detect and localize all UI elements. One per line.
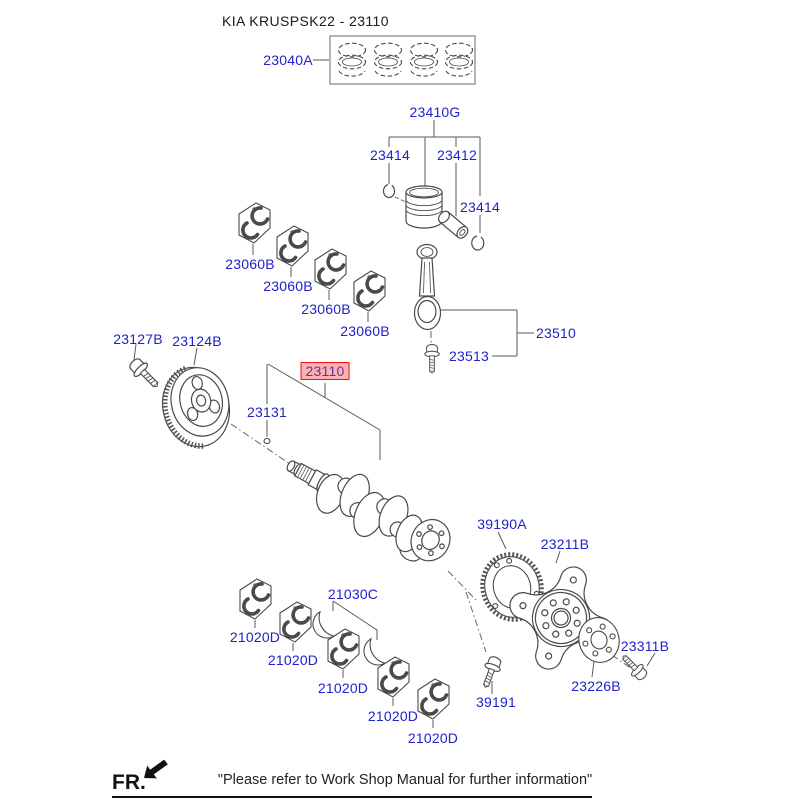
part-label-23060B-2[interactable]: 23060B [263,278,313,294]
fr-arrow-icon [144,760,168,779]
main-bearing-drawing-2[interactable] [280,602,311,642]
part-label-23131[interactable]: 23131 [247,404,287,420]
conrod-bolt-drawing[interactable] [425,344,439,372]
part-label-23510[interactable]: 23510 [536,325,576,341]
pulley-drawing[interactable] [154,360,238,454]
part-label-23060B-1[interactable]: 23060B [225,256,275,272]
part-label-39191[interactable]: 39191 [476,694,516,710]
conrod-drawing[interactable] [415,245,441,330]
conrod-bearing-drawing-1[interactable] [239,203,270,243]
part-label-23040A[interactable]: 23040A [263,52,313,68]
conrod-bearing-drawing-2[interactable] [277,226,308,266]
adapter-bolt-drawing[interactable] [618,651,650,683]
part-label-21020D-5[interactable]: 21020D [407,730,459,746]
part-label-23211B[interactable]: 23211B [540,536,590,552]
fr-label: FR. [112,771,146,794]
main-bearing-drawing-1[interactable] [240,579,271,619]
part-label-23124B[interactable]: 23124B [172,333,222,349]
part-label-21020D-2[interactable]: 21020D [267,652,319,668]
part-label-23311B[interactable]: 23311B [620,638,670,654]
main-bearing-drawing-5[interactable] [418,679,449,719]
part-label-21030C[interactable]: 21030C [327,586,379,602]
crankshaft-drawing[interactable] [274,440,460,575]
part-label-23127B[interactable]: 23127B [113,331,163,347]
part-label-23226B[interactable]: 23226B [571,678,621,694]
part-label-23410G[interactable]: 23410G [409,104,461,120]
snapring-dashed-line [395,197,406,202]
part-label-21020D-4[interactable]: 21020D [367,708,419,724]
piston-drawing[interactable] [406,186,442,228]
part-label-23110-highlighted[interactable]: 23110 [301,362,350,380]
part-label-23060B-4[interactable]: 23060B [340,323,390,339]
part-label-23060B-3[interactable]: 23060B [301,301,351,317]
conrod-bearing-drawing-3[interactable] [315,249,346,289]
main-bearing-drawing-3[interactable] [328,629,359,669]
part-label-23414-right[interactable]: 23414 [460,199,500,215]
part-label-23513[interactable]: 23513 [449,348,489,364]
page-title: KIA KRUSPSK22 - 23110 [222,13,389,29]
plate-bolt-drawing[interactable] [478,655,504,690]
part-label-39190A[interactable]: 39190A [477,516,527,532]
snap-ring-left-drawing[interactable] [384,185,395,198]
part-label-23412[interactable]: 23412 [437,147,477,163]
snap-ring-right-drawing[interactable] [472,236,484,250]
conrod-bearing-drawing-4[interactable] [354,271,385,311]
part-label-23414-left[interactable]: 23414 [370,147,410,163]
part-label-21020D-3[interactable]: 21020D [317,680,369,696]
piston-rings-drawing[interactable] [330,36,475,84]
part-label-21020D-1[interactable]: 21020D [229,629,281,645]
pulley-bolt-drawing[interactable] [126,355,163,392]
footer-note: "Please refer to Work Shop Manual for further information" [217,772,593,788]
woodruff-key-drawing[interactable] [264,439,270,444]
